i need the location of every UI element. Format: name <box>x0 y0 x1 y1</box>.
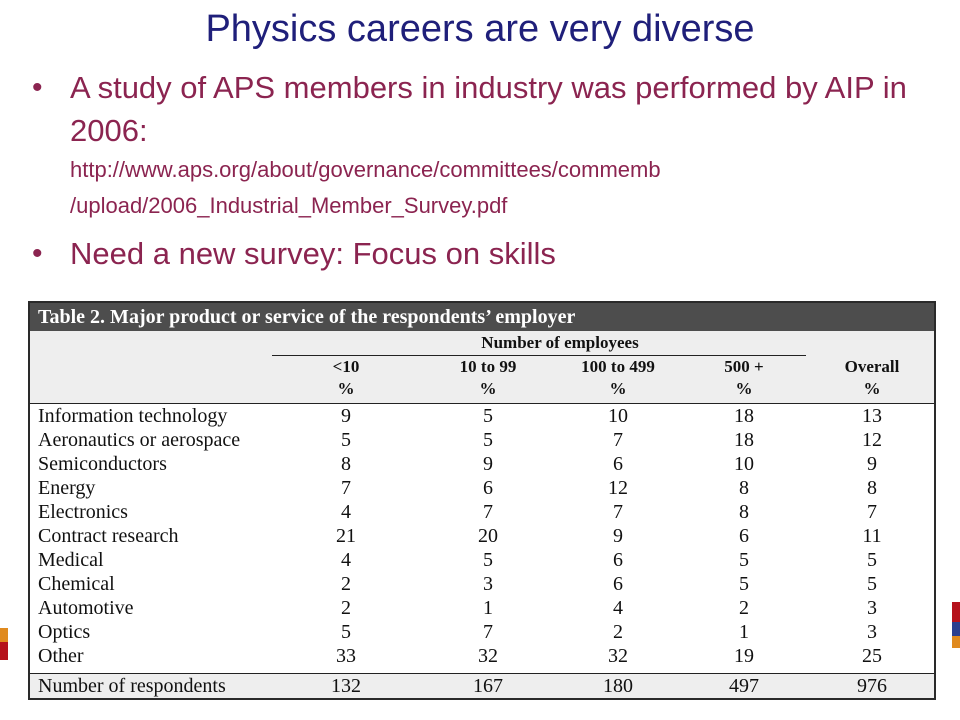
row-label: Other <box>38 645 84 667</box>
bullet-item <box>30 232 950 276</box>
cell-value: 7 <box>613 501 623 523</box>
cell-value: 5 <box>341 621 351 643</box>
cell-value: 5 <box>483 549 493 571</box>
bullet-marker: • <box>32 71 43 104</box>
cell-value: 7 <box>613 429 623 451</box>
row-label: Electronics <box>38 501 128 523</box>
bullet-marker: • <box>32 237 43 270</box>
cell-value: 33 <box>336 645 356 667</box>
cell-value: 8 <box>867 477 877 499</box>
cell-value: 3 <box>867 597 877 619</box>
cell-value: 2 <box>341 573 351 595</box>
cell-value: 9 <box>483 453 493 475</box>
cell-value: 32 <box>608 645 628 667</box>
cell-value: 8 <box>341 453 351 475</box>
bullet-item <box>30 66 950 224</box>
cell-value: 497 <box>729 675 759 697</box>
cell-value: 5 <box>867 549 877 571</box>
table-caption: Table 2. Major product or service of the respondents’ employer <box>38 306 576 328</box>
cell-value: 5 <box>867 573 877 595</box>
cell-value: 12 <box>608 477 628 499</box>
col-header-lt10: <10 <box>332 357 360 376</box>
bullet-text: Need a new survey: Focus on skills <box>70 236 556 271</box>
survey-url-line-2[interactable]: /upload/2006_Industrial_Member_Survey.pdf <box>70 193 508 218</box>
cell-value: 167 <box>473 675 503 697</box>
cell-value: 32 <box>478 645 498 667</box>
cell-value: 132 <box>331 675 361 697</box>
cell-value: 6 <box>483 477 493 499</box>
cell-value: 6 <box>613 453 623 475</box>
survey-url-line-1[interactable]: http://www.aps.org/about/governance/committees/commemb <box>70 157 661 182</box>
cell-value: 6 <box>613 549 623 571</box>
cell-value: 12 <box>862 429 882 451</box>
table-row <box>30 548 934 572</box>
group-header-rule <box>272 355 806 356</box>
cell-value: 5 <box>739 549 749 571</box>
table-row <box>30 596 934 620</box>
row-label: Chemical <box>38 573 115 595</box>
table-row <box>30 524 934 548</box>
row-label: Semiconductors <box>38 453 167 475</box>
cell-value: 18 <box>734 405 754 427</box>
table-row <box>30 644 934 668</box>
cell-value: 11 <box>862 525 882 547</box>
slide-title: Physics careers are very diverse <box>205 8 755 50</box>
cell-value: 4 <box>341 501 351 523</box>
col-header-overall: Overall <box>844 357 900 376</box>
left-decor-stripe-orange <box>0 628 8 642</box>
cell-value: 2 <box>341 597 351 619</box>
cell-value: 4 <box>613 597 623 619</box>
row-label: Number of respondents <box>38 675 226 697</box>
table-row <box>30 620 934 644</box>
survey-table-image <box>28 301 936 700</box>
col-unit: % <box>735 379 753 398</box>
cell-value: 5 <box>341 429 351 451</box>
cell-value: 3 <box>867 621 877 643</box>
table-row <box>30 500 934 524</box>
right-decor-stripe-blue <box>952 622 960 636</box>
cell-value: 9 <box>867 453 877 475</box>
col-header-100-499: 100 to 499 <box>581 357 655 376</box>
cell-value: 8 <box>739 501 749 523</box>
cell-value: 180 <box>603 675 633 697</box>
bullet-list <box>30 66 950 276</box>
row-label: Information technology <box>38 405 228 427</box>
cell-value: 7 <box>483 621 493 643</box>
cell-value: 6 <box>739 525 749 547</box>
cell-value: 9 <box>613 525 623 547</box>
cell-value: 9 <box>341 405 351 427</box>
cell-value: 13 <box>862 405 882 427</box>
table-row <box>30 572 934 596</box>
cell-value: 5 <box>483 429 493 451</box>
cell-value: 10 <box>608 405 628 427</box>
cell-value: 18 <box>734 429 754 451</box>
cell-value: 5 <box>739 573 749 595</box>
table-caption-bar <box>30 303 934 331</box>
cell-value: 25 <box>862 645 882 667</box>
right-decor-stripe-orange <box>952 636 960 648</box>
row-label: Automotive <box>38 597 134 619</box>
table-row <box>30 428 934 452</box>
table-row <box>30 476 934 500</box>
col-unit: % <box>337 379 355 398</box>
right-decor-stripe-red <box>952 602 960 622</box>
cell-value: 4 <box>341 549 351 571</box>
group-header: Number of employees <box>481 333 639 352</box>
cell-value: 3 <box>483 573 493 595</box>
table-row <box>30 404 934 428</box>
table-row <box>30 452 934 476</box>
col-header-10-99: 10 to 99 <box>459 357 517 376</box>
row-label: Energy <box>38 477 96 499</box>
cell-value: 1 <box>483 597 493 619</box>
col-unit: % <box>863 379 881 398</box>
cell-value: 19 <box>734 645 754 667</box>
cell-value: 7 <box>483 501 493 523</box>
cell-value: 5 <box>483 405 493 427</box>
cell-value: 20 <box>478 525 498 547</box>
respondents-row <box>30 673 934 698</box>
cell-value: 1 <box>739 621 749 643</box>
cell-value: 10 <box>734 453 754 475</box>
cell-value: 976 <box>857 675 887 697</box>
left-decor-stripe-red <box>0 642 8 660</box>
cell-value: 2 <box>739 597 749 619</box>
cell-value: 8 <box>739 477 749 499</box>
row-label: Optics <box>38 621 91 643</box>
col-unit: % <box>609 379 627 398</box>
col-unit: % <box>479 379 497 398</box>
bullet-text: A study of APS members in industry was performed by AIP in 2006: <box>70 70 907 148</box>
cell-value: 6 <box>613 573 623 595</box>
row-label: Medical <box>38 549 104 571</box>
cell-value: 7 <box>867 501 877 523</box>
cell-value: 21 <box>336 525 356 547</box>
row-label: Contract research <box>38 525 179 547</box>
row-label: Aeronautics or aerospace <box>38 429 241 451</box>
col-header-500-plus: 500 + <box>724 357 764 376</box>
cell-value: 7 <box>341 477 351 499</box>
cell-value: 2 <box>613 621 623 643</box>
